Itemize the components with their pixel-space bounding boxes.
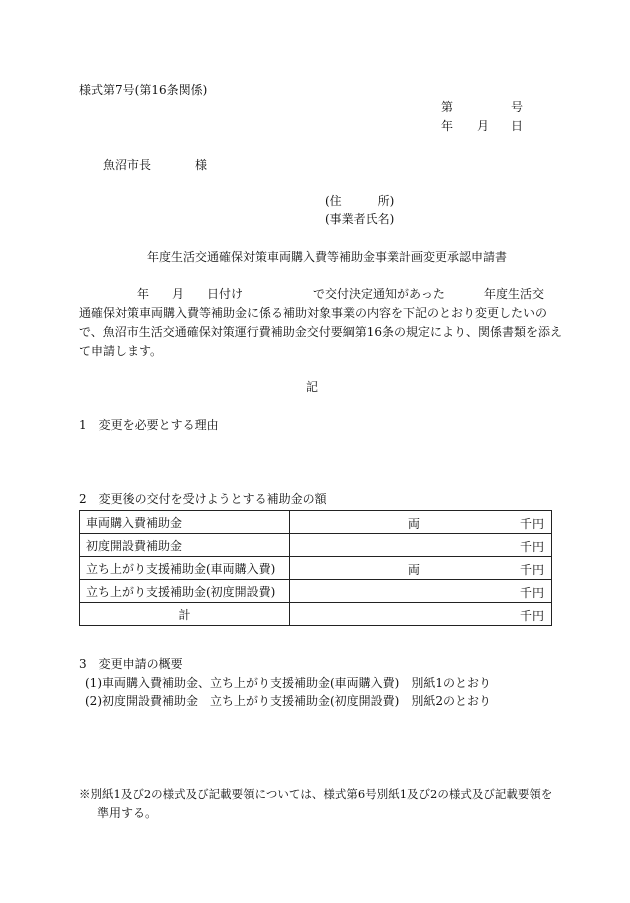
body-line: て申請します。 <box>79 344 163 358</box>
body-notice: で交付決定通知があった <box>313 287 445 301</box>
note-line: ※別紙1及び2の様式及び記載要領については、様式第6号別紙1及び2の様式及び記載要領を <box>79 787 553 801</box>
table-row <box>80 534 552 557</box>
body-line: 通確保対策車両購入費等補助金に係る補助対象事業の内容を下記のとおり変更したいの <box>79 306 548 320</box>
date-day: 日 <box>511 119 524 133</box>
date-year: 年 <box>441 119 454 133</box>
table-row <box>80 557 552 580</box>
number-go: 号 <box>511 100 524 114</box>
unit-vehicles: 両 <box>408 563 421 577</box>
ki-heading: 記 <box>306 380 319 394</box>
table-row-total <box>80 603 552 626</box>
form-number: 様式第7号(第16条関係) <box>79 83 208 97</box>
unit-thousand-yen: 千円 <box>519 586 544 600</box>
row-value-cell <box>290 603 552 626</box>
row-label: 立ち上がり支援補助金(車両購入費) <box>80 557 290 580</box>
section3-item: (2)初度開設費補助金 立ち上がり支援補助金(初度開設費) 別紙2のとおり <box>85 694 491 708</box>
total-label: 計 <box>80 603 290 626</box>
number-dai: 第 <box>441 100 454 114</box>
unit-thousand-yen: 千円 <box>519 517 544 531</box>
body-year: 年 <box>137 287 150 301</box>
note-line: 準用する。 <box>97 806 158 820</box>
document-title: 年度生活交通確保対策車両購入費等補助金事業計画変更承認申請書 <box>147 250 508 264</box>
row-label: 立ち上がり支援補助金(初度開設費) <box>80 580 290 603</box>
unit-thousand-yen: 千円 <box>519 540 544 554</box>
section3-item: (1)車両購入費補助金、立ち上がり支援補助金(車両購入費) 別紙1のとおり <box>85 676 491 690</box>
addressee-sama: 様 <box>195 158 208 172</box>
applicant-address: (住 所) <box>325 194 395 208</box>
body-line: で、魚沼市生活交通確保対策運行費補助金交付要綱第16条の規定により、関係書類を添え <box>79 325 563 339</box>
row-value-cell <box>290 534 552 557</box>
body-fiscal-year: 年度生活交 <box>484 287 545 301</box>
section2-heading: 2 変更後の交付を受けようとする補助金の額 <box>79 492 327 506</box>
addressee-name: 魚沼市長 <box>103 158 152 172</box>
row-label: 初度開設費補助金 <box>80 534 290 557</box>
unit-thousand-yen: 千円 <box>519 563 544 577</box>
row-label: 車両購入費補助金 <box>80 511 290 534</box>
row-value-cell <box>290 557 552 580</box>
row-value-cell <box>290 580 552 603</box>
row-value-cell <box>290 511 552 534</box>
body-month: 月 <box>172 287 185 301</box>
section1-heading: 1 変更を必要とする理由 <box>79 418 219 432</box>
subsidy-amount-table <box>79 510 552 626</box>
unit-thousand-yen: 千円 <box>519 609 544 623</box>
table-row <box>80 511 552 534</box>
table-row <box>80 580 552 603</box>
applicant-name: (事業者氏名) <box>325 212 395 226</box>
section3-heading: 3 変更申請の概要 <box>79 657 183 671</box>
date-month: 月 <box>477 119 490 133</box>
unit-vehicles: 両 <box>408 517 421 531</box>
body-day: 日付け <box>207 287 244 301</box>
